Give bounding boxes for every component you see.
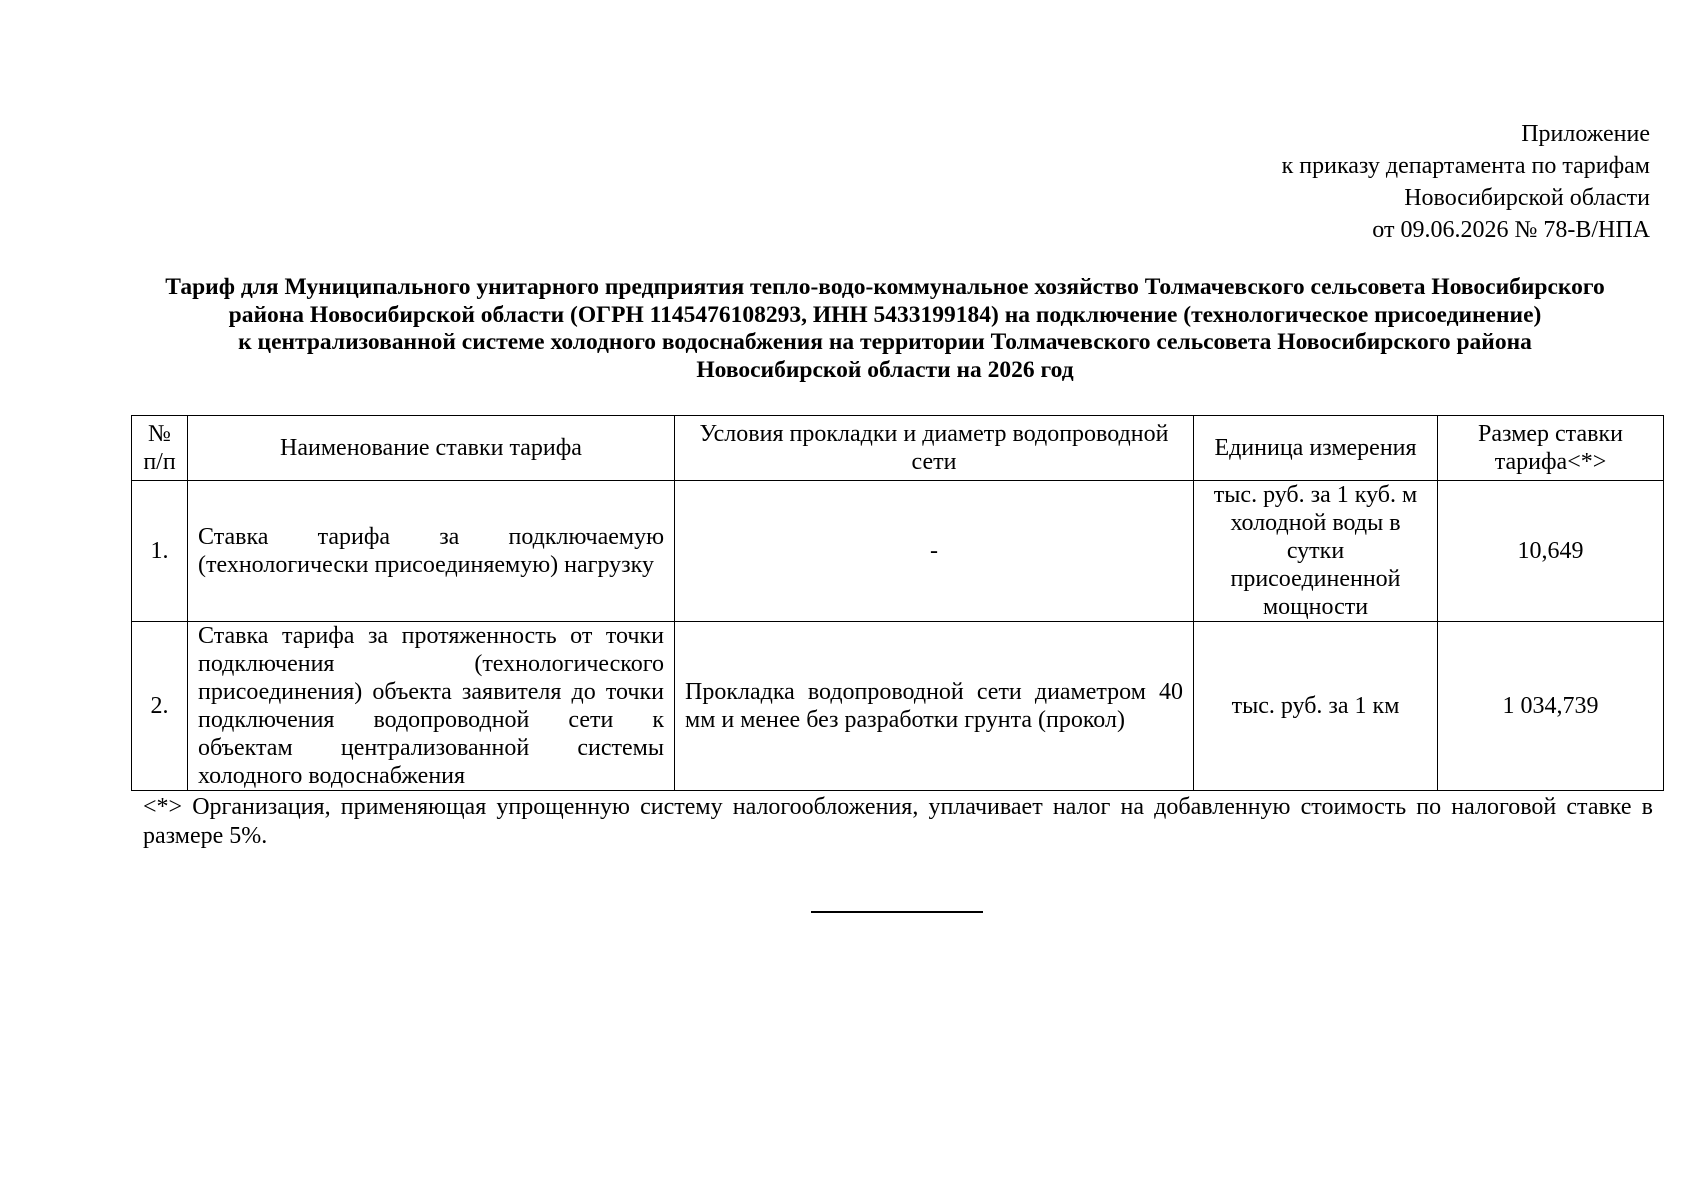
approval-line-appendix: Приложение: [1521, 121, 1650, 147]
row-num: 1.: [132, 481, 188, 622]
table-row: [132, 622, 1664, 791]
row-conditions: -: [675, 481, 1194, 622]
row-rate-value: 1 034,739: [1438, 622, 1664, 791]
footnote: <*> Организация, применяющая упрощенную систему налогообложения, уплачивает налог на добавленную стоимость по налоговой ставке в размере 5%.: [143, 794, 1653, 849]
closing-rule: [811, 911, 983, 913]
title-line-4: Новосибирской области на 2026 год: [696, 356, 1074, 383]
header-name: Наименование ставки тарифа: [188, 416, 675, 481]
header-conditions: Условия прокладки и диаметр водопроводной сети: [675, 416, 1194, 481]
title-line-1: Тариф для Муниципального унитарного предприятия тепло-водо-коммунальное хозяйство Толмачевского сельсовета Новосибирского: [165, 274, 1605, 300]
header-num: № п/п: [132, 416, 188, 481]
row-num: 2.: [132, 622, 188, 791]
table-row: [132, 481, 1664, 622]
approval-line-order: к приказу департамента по тарифам: [1281, 153, 1650, 179]
row-conditions: Прокладка водопроводной сети диаметром 40 мм и менее без разработки грунта (прокол): [675, 622, 1194, 791]
title-line-3: к централизованной системе холодного водоснабжения на территории Толмачевского сельсовета Новосибирского района: [238, 329, 1532, 355]
row-rate-name: Ставка тарифа за подключаемую (технологически присоединяемую) нагрузку: [188, 481, 675, 622]
header-unit: Единица измерения: [1194, 416, 1438, 481]
approval-line-region: Новосибирской области: [1404, 185, 1650, 211]
approval-block: [1282, 118, 1650, 246]
header-rate: Размер ставки тарифа<*>: [1438, 416, 1664, 481]
row-unit: тыс. руб. за 1 км: [1194, 622, 1438, 791]
approval-line-date: от 09.06.2026 № 78-В/НПА: [1372, 217, 1650, 243]
table-header-row: [132, 416, 1664, 481]
title-line-2: района Новосибирской области (ОГРН 1145476108293, ИНН 5433199184) на подключение (технологическое присоединение): [228, 301, 1542, 328]
row-unit: тыс. руб. за 1 куб. м холодной воды в сутки присоединенной мощности: [1194, 481, 1438, 622]
document-title: [135, 274, 1635, 384]
tariff-table: [131, 415, 1664, 791]
row-rate-name: Ставка тарифа за протяженность от точки подключения (технологического присоединения) объекта заявителя до точки подключения водопроводной сети к объектам централизованной системы холодного водоснабжения: [188, 622, 675, 791]
row-rate-value: 10,649: [1438, 481, 1664, 622]
